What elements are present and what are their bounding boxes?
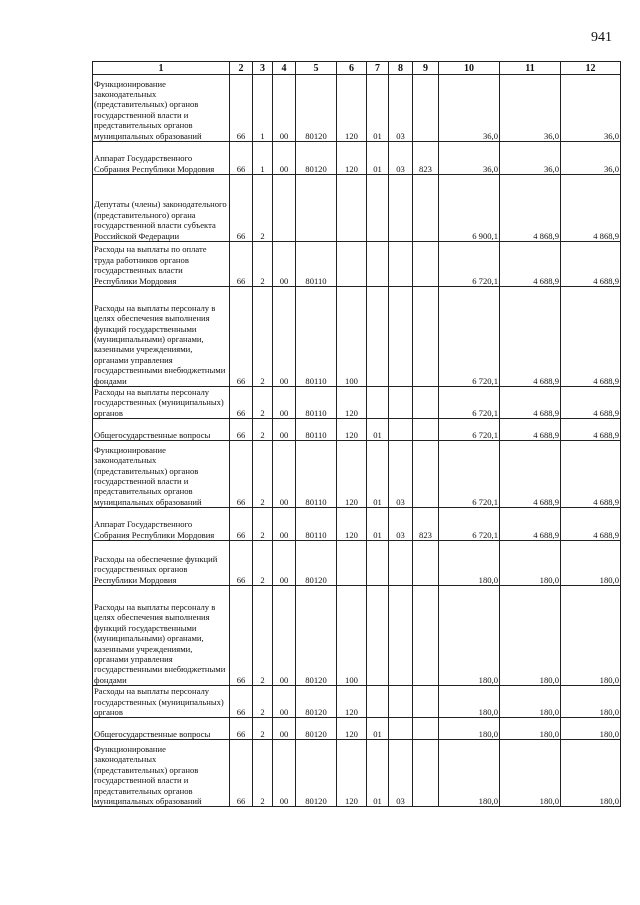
table-row [93, 387, 621, 419]
col-10-value: 180,0 [439, 686, 500, 718]
col-2-cell: 66 [230, 75, 253, 142]
col-8-cell [389, 419, 413, 441]
col-9-cell [413, 287, 439, 387]
row-name-cell: Общегосударственные вопросы [93, 718, 230, 740]
col-3-cell: 2 [253, 740, 273, 807]
col-9-cell: 823 [413, 142, 439, 175]
table-row [93, 287, 621, 387]
col-8-cell: 03 [389, 75, 413, 142]
col-2-cell: 66 [230, 175, 253, 242]
col-10-value: 180,0 [439, 718, 500, 740]
col-9-cell [413, 75, 439, 142]
col-8-cell [389, 175, 413, 242]
col-4-cell: 00 [273, 419, 296, 441]
col-5-cell: 80120 [296, 75, 337, 142]
col-2-cell: 66 [230, 242, 253, 287]
col-8-cell [389, 686, 413, 718]
col-11-value: 180,0 [500, 586, 561, 686]
row-name-cell: Функционирование законодательных (представительных) органов государственной власти и представительных органов муниципальных образований [93, 75, 230, 142]
col-6-cell: 100 [337, 586, 367, 686]
col-4-cell: 00 [273, 508, 296, 541]
col-7-cell: 01 [367, 142, 389, 175]
col-3-cell: 2 [253, 242, 273, 287]
col-9-cell [413, 586, 439, 686]
col-12-value: 4 688,9 [561, 242, 621, 287]
col-7-cell: 01 [367, 441, 389, 508]
col-4-cell: 00 [273, 541, 296, 586]
col-10-value: 6 720,1 [439, 441, 500, 508]
col-11-value: 4 868,9 [500, 175, 561, 242]
col-4-cell: 00 [273, 740, 296, 807]
col-7-cell [367, 175, 389, 242]
header-row [93, 62, 621, 75]
col-10-value: 36,0 [439, 75, 500, 142]
col-7-cell [367, 242, 389, 287]
col-4-cell: 00 [273, 586, 296, 686]
col-4-cell: 00 [273, 686, 296, 718]
page-number: 941 [591, 30, 612, 45]
col-8-cell [389, 718, 413, 740]
col-11-value: 36,0 [500, 142, 561, 175]
column-header: 11 [500, 62, 561, 75]
col-5-cell: 80110 [296, 441, 337, 508]
col-5-cell: 80120 [296, 686, 337, 718]
col-6-cell [337, 242, 367, 287]
col-2-cell: 66 [230, 142, 253, 175]
row-name-cell: Аппарат Государственного Собрания Республики Мордовия [93, 142, 230, 175]
col-11-value: 180,0 [500, 718, 561, 740]
col-8-cell [389, 387, 413, 419]
col-3-cell: 1 [253, 142, 273, 175]
col-10-value: 6 720,1 [439, 419, 500, 441]
table-body [93, 75, 621, 807]
row-name-cell: Расходы на выплаты персоналу государственных (муниципальных) органов [93, 387, 230, 419]
col-8-cell [389, 242, 413, 287]
col-7-cell: 01 [367, 508, 389, 541]
table-row [93, 718, 621, 740]
col-6-cell: 120 [337, 718, 367, 740]
col-4-cell: 00 [273, 242, 296, 287]
col-2-cell: 66 [230, 740, 253, 807]
col-5-cell: 80120 [296, 142, 337, 175]
col-11-value: 4 688,9 [500, 287, 561, 387]
col-5-cell: 80120 [296, 586, 337, 686]
row-name-cell: Функционирование законодательных (представительных) органов государственной власти и представительных органов муниципальных образований [93, 740, 230, 807]
table-row [93, 441, 621, 508]
col-12-value: 180,0 [561, 586, 621, 686]
budget-table [92, 61, 621, 807]
column-header: 5 [296, 62, 337, 75]
col-10-value: 6 720,1 [439, 508, 500, 541]
col-12-value: 4 688,9 [561, 441, 621, 508]
col-3-cell: 2 [253, 686, 273, 718]
col-6-cell [337, 541, 367, 586]
col-8-cell: 03 [389, 142, 413, 175]
col-3-cell: 2 [253, 387, 273, 419]
col-10-value: 180,0 [439, 541, 500, 586]
col-5-cell: 80120 [296, 718, 337, 740]
col-9-cell [413, 441, 439, 508]
col-9-cell: 823 [413, 508, 439, 541]
table-row [93, 541, 621, 586]
col-12-value: 4 688,9 [561, 419, 621, 441]
col-11-value: 180,0 [500, 541, 561, 586]
col-8-cell [389, 287, 413, 387]
col-10-value: 36,0 [439, 142, 500, 175]
col-3-cell: 2 [253, 175, 273, 242]
col-2-cell: 66 [230, 287, 253, 387]
col-6-cell: 100 [337, 287, 367, 387]
col-8-cell [389, 541, 413, 586]
column-header: 1 [93, 62, 230, 75]
col-2-cell: 66 [230, 441, 253, 508]
col-3-cell: 2 [253, 441, 273, 508]
col-12-value: 180,0 [561, 541, 621, 586]
col-11-value: 4 688,9 [500, 387, 561, 419]
col-8-cell: 03 [389, 740, 413, 807]
col-5-cell: 80120 [296, 541, 337, 586]
col-5-cell: 80110 [296, 387, 337, 419]
col-12-value: 4 688,9 [561, 287, 621, 387]
col-3-cell: 2 [253, 586, 273, 686]
col-8-cell: 03 [389, 441, 413, 508]
col-9-cell [413, 175, 439, 242]
col-12-value: 36,0 [561, 142, 621, 175]
col-7-cell [367, 686, 389, 718]
col-11-value: 4 688,9 [500, 508, 561, 541]
col-4-cell [273, 175, 296, 242]
row-name-cell: Функционирование законодательных (представительных) органов государственной власти и представительных органов муниципальных образований [93, 441, 230, 508]
col-7-cell: 01 [367, 75, 389, 142]
column-header: 8 [389, 62, 413, 75]
col-9-cell [413, 740, 439, 807]
col-2-cell: 66 [230, 541, 253, 586]
col-11-value: 36,0 [500, 75, 561, 142]
col-4-cell: 00 [273, 387, 296, 419]
col-10-value: 180,0 [439, 740, 500, 807]
col-2-cell: 66 [230, 718, 253, 740]
col-3-cell: 2 [253, 508, 273, 541]
col-7-cell: 01 [367, 740, 389, 807]
col-9-cell [413, 541, 439, 586]
col-8-cell [389, 586, 413, 686]
col-3-cell: 1 [253, 75, 273, 142]
col-9-cell [413, 718, 439, 740]
table-row [93, 740, 621, 807]
col-11-value: 4 688,9 [500, 242, 561, 287]
col-3-cell: 2 [253, 541, 273, 586]
column-header: 7 [367, 62, 389, 75]
col-5-cell: 80110 [296, 242, 337, 287]
col-4-cell: 00 [273, 75, 296, 142]
col-9-cell [413, 686, 439, 718]
table-row [93, 508, 621, 541]
col-6-cell: 120 [337, 387, 367, 419]
column-header: 3 [253, 62, 273, 75]
col-6-cell: 120 [337, 740, 367, 807]
col-12-value: 180,0 [561, 740, 621, 807]
col-6-cell: 120 [337, 441, 367, 508]
column-header: 4 [273, 62, 296, 75]
col-10-value: 6 720,1 [439, 287, 500, 387]
row-name-cell: Общегосударственные вопросы [93, 419, 230, 441]
column-header: 10 [439, 62, 500, 75]
table-row [93, 142, 621, 175]
col-7-cell [367, 287, 389, 387]
col-6-cell: 120 [337, 508, 367, 541]
col-5-cell: 80110 [296, 419, 337, 441]
col-12-value: 4 688,9 [561, 387, 621, 419]
col-7-cell: 01 [367, 718, 389, 740]
row-name-cell: Депутаты (члены) законодательного (представительного) органа государственной власти субъекта Российской Федерации [93, 175, 230, 242]
col-10-value: 6 900,1 [439, 175, 500, 242]
col-2-cell: 66 [230, 387, 253, 419]
col-9-cell [413, 419, 439, 441]
row-name-cell: Аппарат Государственного Собрания Республики Мордовия [93, 508, 230, 541]
col-4-cell: 00 [273, 287, 296, 387]
col-8-cell: 03 [389, 508, 413, 541]
col-2-cell: 66 [230, 686, 253, 718]
table-row [93, 175, 621, 242]
table-row [93, 75, 621, 142]
col-12-value: 36,0 [561, 75, 621, 142]
col-7-cell: 01 [367, 419, 389, 441]
col-7-cell [367, 541, 389, 586]
row-name-cell: Расходы на выплаты персоналу в целях обеспечения выполнения функций государственными (муниципальными) органами, казенными учреждениями, органами управления государственными внебюджетными фондами [93, 287, 230, 387]
col-6-cell: 120 [337, 142, 367, 175]
col-4-cell: 00 [273, 441, 296, 508]
row-name-cell: Расходы на выплаты персоналу государственных (муниципальных) органов [93, 686, 230, 718]
col-4-cell: 00 [273, 142, 296, 175]
col-6-cell: 120 [337, 75, 367, 142]
col-6-cell: 120 [337, 419, 367, 441]
col-12-value: 4 868,9 [561, 175, 621, 242]
column-header: 6 [337, 62, 367, 75]
table-row [93, 242, 621, 287]
col-10-value: 180,0 [439, 586, 500, 686]
col-12-value: 4 688,9 [561, 508, 621, 541]
col-11-value: 4 688,9 [500, 441, 561, 508]
col-3-cell: 2 [253, 419, 273, 441]
col-12-value: 180,0 [561, 686, 621, 718]
column-header: 9 [413, 62, 439, 75]
col-11-value: 4 688,9 [500, 419, 561, 441]
col-6-cell: 120 [337, 686, 367, 718]
col-6-cell [337, 175, 367, 242]
col-7-cell [367, 586, 389, 686]
col-5-cell: 80120 [296, 740, 337, 807]
col-3-cell: 2 [253, 718, 273, 740]
col-7-cell [367, 387, 389, 419]
col-5-cell: 80110 [296, 508, 337, 541]
col-5-cell [296, 175, 337, 242]
table-row [93, 586, 621, 686]
col-11-value: 180,0 [500, 686, 561, 718]
col-12-value: 180,0 [561, 718, 621, 740]
table-row [93, 686, 621, 718]
col-4-cell: 00 [273, 718, 296, 740]
col-10-value: 6 720,1 [439, 242, 500, 287]
row-name-cell: Расходы на выплаты персоналу в целях обеспечения выполнения функций государственными (муниципальными) органами, казенными учреждениями, органами управления государственными внебюджетными фондами [93, 586, 230, 686]
col-5-cell: 80110 [296, 287, 337, 387]
col-10-value: 6 720,1 [439, 387, 500, 419]
row-name-cell: Расходы на обеспечение функций государственных органов Республики Мордовия [93, 541, 230, 586]
col-11-value: 180,0 [500, 740, 561, 807]
col-2-cell: 66 [230, 419, 253, 441]
column-header: 12 [561, 62, 621, 75]
col-2-cell: 66 [230, 508, 253, 541]
table-row [93, 419, 621, 441]
col-9-cell [413, 242, 439, 287]
col-3-cell: 2 [253, 287, 273, 387]
col-9-cell [413, 387, 439, 419]
col-2-cell: 66 [230, 586, 253, 686]
column-header: 2 [230, 62, 253, 75]
row-name-cell: Расходы на выплаты по оплате труда работников органов государственных власти Республики Мордовия [93, 242, 230, 287]
